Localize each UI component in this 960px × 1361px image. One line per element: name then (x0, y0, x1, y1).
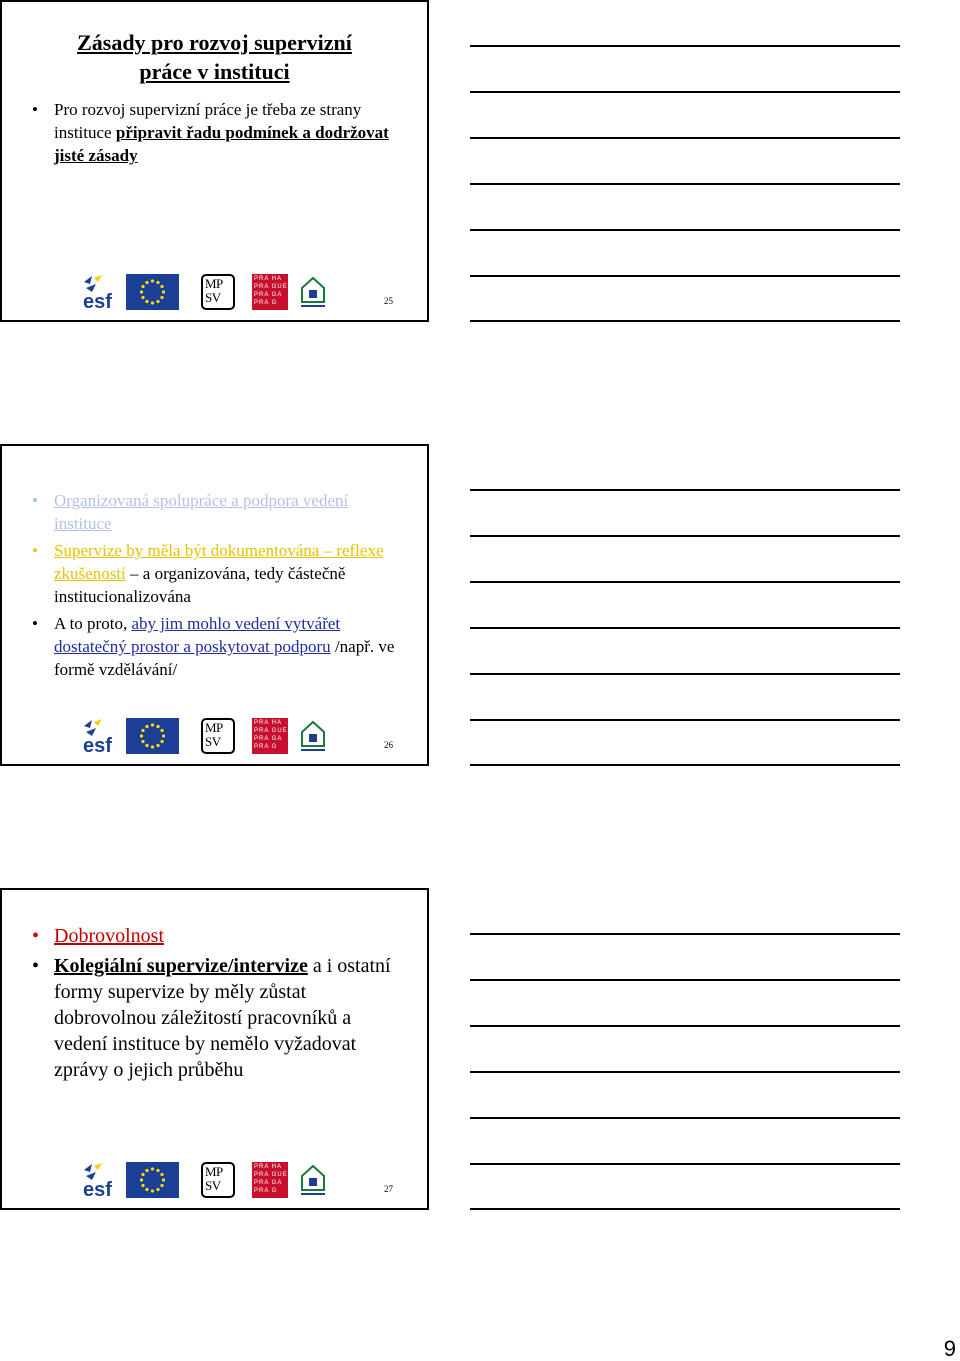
bullet-emphasis: připravit řadu podmínek a dodržovat jisté zásady (54, 123, 389, 165)
eu-star-icon (145, 1169, 148, 1172)
esf-logo-icon (82, 274, 124, 310)
eu-star-icon (141, 285, 144, 288)
bullet-list (32, 489, 409, 685)
logo-bar (82, 718, 332, 756)
eu-star-icon (145, 725, 148, 728)
eu-star-icon (156, 1188, 159, 1191)
eu-star-icon (156, 725, 159, 728)
mpsv-logo-icon: MP SV (201, 718, 235, 754)
slide-title (2, 28, 427, 86)
svg-text:esf: esf (83, 735, 112, 754)
eu-star-icon (141, 729, 144, 732)
eu-star-icon (140, 290, 143, 293)
note-line (470, 1208, 900, 1210)
note-line (470, 320, 900, 322)
bullet-item (32, 923, 409, 949)
note-line (470, 627, 900, 629)
bullet-emphasis: Supervize by měla být dokumentována – reflexe zkušeností (54, 541, 384, 583)
eu-star-icon (145, 281, 148, 284)
note-line (470, 979, 900, 981)
mpsv-logo-icon: MP SV (201, 1162, 235, 1198)
page-number: 9 (943, 1336, 956, 1361)
eu-star-icon (160, 1184, 163, 1187)
bullet-emphasis: aby jim mohlo vedení vytvářet dostatečný prostor a poskytovat podporu (54, 614, 341, 656)
bullet-emphasis: Kolegiální supervize/intervize (54, 955, 308, 977)
bullet-text: Organizovaná spolupráce a podpora vedení instituce (54, 491, 349, 533)
eu-star-icon (160, 740, 163, 743)
note-line (470, 1071, 900, 1073)
bullet-item (32, 953, 409, 1083)
note-line (470, 1163, 900, 1165)
eu-flag-icon (126, 274, 179, 310)
slide-number: 25 (384, 296, 393, 306)
bullet-item (32, 489, 409, 535)
note-line (470, 673, 900, 675)
praha-logo-icon: PRA HA PRA GUE PRA GA PRA G (252, 718, 288, 754)
note-line (470, 45, 900, 47)
eu-star-icon (141, 1173, 144, 1176)
eu-star-icon (151, 301, 154, 304)
note-line (470, 535, 900, 537)
eu-star-icon (140, 734, 143, 737)
slide-27 (0, 888, 429, 1210)
eu-star-icon (160, 296, 163, 299)
eu-star-icon (162, 734, 165, 737)
bullet-text: Pro rozvoj supervizní práce je třeba ze strany instituce (54, 100, 362, 142)
eu-star-icon (141, 740, 144, 743)
eu-star-icon (141, 1184, 144, 1187)
bullet-item (32, 612, 409, 681)
note-line (470, 229, 900, 231)
note-line (470, 1025, 900, 1027)
eu-star-icon (140, 1178, 143, 1181)
bullet-list (32, 923, 409, 1087)
note-line (470, 719, 900, 721)
bullet-text: a i ostatní formy supervize by měly zůstat dobrovolnou záležitostí pracovníků a vedení instituce by nemělo vyžadovat zprávy o jejich průběhu (54, 955, 391, 1081)
eu-star-icon (145, 744, 148, 747)
eu-flag-icon (126, 1162, 179, 1198)
mpsv-logo-icon: MP SV (201, 274, 235, 310)
esf-logo-icon (82, 1162, 124, 1198)
svg-text:esf: esf (83, 291, 112, 310)
eu-star-icon (151, 745, 154, 748)
eu-star-icon (156, 1169, 159, 1172)
note-line (470, 275, 900, 277)
svg-text:esf: esf (83, 1179, 112, 1198)
bullet-text: Dobrovolnost (54, 925, 164, 947)
slide-25 (0, 0, 429, 322)
logo-bar (82, 274, 332, 312)
note-line (470, 183, 900, 185)
logo-bar (82, 1162, 332, 1200)
eu-star-icon (162, 290, 165, 293)
note-line (470, 489, 900, 491)
bullet-text: A to proto, (54, 614, 132, 633)
eu-star-icon (151, 279, 154, 282)
slide-title-line2: práce v instituci (139, 59, 290, 84)
praha-logo-icon: PRA HA PRA GUE PRA GA PRA G (252, 1162, 288, 1198)
eu-star-icon (145, 300, 148, 303)
note-line (470, 1117, 900, 1119)
note-line (470, 581, 900, 583)
esf-logo-icon (82, 718, 124, 754)
house-logo-icon (299, 274, 327, 310)
praha-logo-icon: PRA HA PRA GUE PRA GA PRA G (252, 274, 288, 310)
bullet-list (32, 98, 409, 167)
slide-26 (0, 444, 429, 766)
eu-star-icon (160, 285, 163, 288)
eu-star-icon (160, 729, 163, 732)
eu-star-icon (160, 1173, 163, 1176)
eu-star-icon (141, 296, 144, 299)
note-line (470, 91, 900, 93)
bullet-item (32, 539, 409, 608)
eu-star-icon (151, 1189, 154, 1192)
house-logo-icon (299, 718, 327, 754)
slide-number: 26 (384, 740, 393, 750)
eu-star-icon (156, 281, 159, 284)
slide-number: 27 (384, 1184, 393, 1194)
bullet-text: – a organizována, tedy částečně institucionalizována (54, 564, 346, 606)
note-line (470, 137, 900, 139)
eu-star-icon (162, 1178, 165, 1181)
eu-flag-icon (126, 718, 179, 754)
note-line (470, 764, 900, 766)
eu-star-icon (156, 300, 159, 303)
eu-star-icon (156, 744, 159, 747)
bullet-item (32, 98, 409, 167)
slide-title-line1: Zásady pro rozvoj supervizní (77, 30, 352, 55)
house-logo-icon (299, 1162, 327, 1198)
eu-star-icon (151, 1167, 154, 1170)
eu-star-icon (151, 723, 154, 726)
bullet-text: /např. ve formě vzdělávání/ (54, 637, 395, 679)
eu-star-icon (145, 1188, 148, 1191)
note-line (470, 933, 900, 935)
